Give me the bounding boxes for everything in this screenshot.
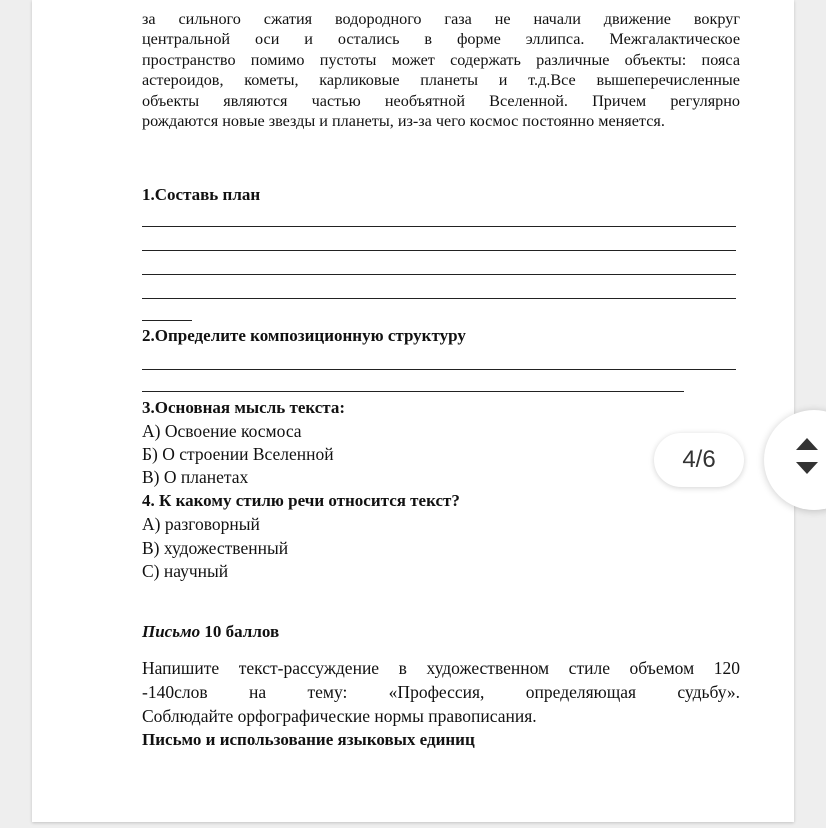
intro-line: астероидов, кометы, карликовые планеты и т.д.Все вышеперечисленные bbox=[142, 71, 740, 90]
question-4-title: 4. К какому стилю речи относится текст? bbox=[142, 491, 460, 510]
answer-line bbox=[142, 298, 736, 299]
previous-page-arrow-icon[interactable] bbox=[796, 438, 818, 450]
letter-title bbox=[142, 622, 279, 642]
answer-line bbox=[142, 250, 736, 251]
letter-title-italic: Письмо bbox=[142, 622, 201, 641]
question-3-title: 3.Основная мысль текста: bbox=[142, 398, 346, 417]
letter-task-line: Соблюдайте орфографические нормы правописания. bbox=[142, 706, 537, 726]
intro-line: за сильного сжатия водородного газа не начали движение вокруг bbox=[142, 10, 740, 28]
question-4-option: В) художественный bbox=[142, 538, 289, 558]
question-4-option: С) научный bbox=[142, 561, 229, 581]
question-2-title: 2.Определите композиционную структуру bbox=[142, 326, 466, 345]
intro-line: центральной оси и остались в форме эллипса. Межгалактическое bbox=[142, 30, 740, 49]
intro-paragraph bbox=[142, 9, 740, 131]
intro-line: пространство помимо пустоты может содержать различные объекты: пояса bbox=[142, 50, 740, 69]
intro-line: объекты являются частью необъятной Вселенной. Причем регулярно bbox=[142, 91, 740, 110]
answer-line bbox=[142, 369, 736, 370]
question-3-option: А) Освоение космоса bbox=[142, 421, 302, 441]
question-3-option: В) О планетах bbox=[142, 467, 249, 487]
letter-task bbox=[142, 656, 740, 728]
page-counter bbox=[654, 433, 744, 487]
next-page-arrow-icon[interactable] bbox=[796, 462, 818, 474]
letter-task-line: -140слов на тему: «Профессия, определяющая судьбу». bbox=[142, 682, 740, 702]
question-4-option: А) разговорный bbox=[142, 514, 260, 534]
page-counter-label: 4/6 bbox=[682, 446, 716, 473]
section-title: Письмо и использование языковых единиц bbox=[142, 730, 475, 749]
answer-line bbox=[142, 391, 684, 392]
letter-task-line: Напишите текст-рассуждение в художественном стиле объемом 120 bbox=[142, 658, 740, 678]
question-1-title: 1.Составь план bbox=[142, 185, 261, 204]
intro-line: рождаются новые звезды и планеты, из-за чего космос постоянно меняется. bbox=[142, 111, 665, 130]
document-page bbox=[32, 0, 794, 822]
question-3-option: Б) О строении Вселенной bbox=[142, 444, 334, 464]
answer-line bbox=[142, 274, 736, 275]
answer-line bbox=[142, 320, 192, 321]
letter-title-points: 10 баллов bbox=[200, 622, 280, 641]
answer-line bbox=[142, 226, 736, 227]
